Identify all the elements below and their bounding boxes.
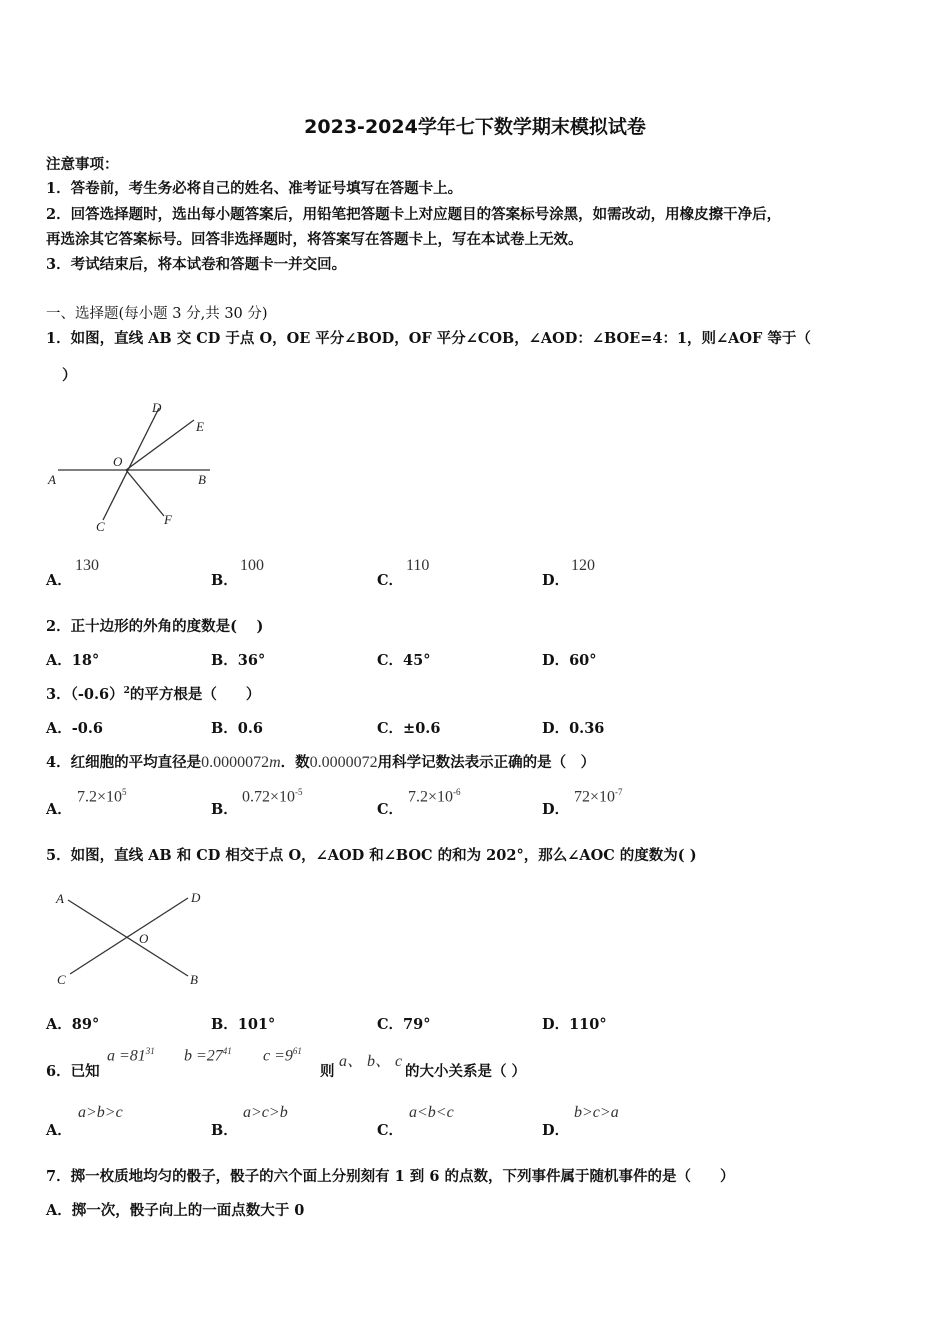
question-1-text-end: ）	[62, 367, 77, 384]
q1-option-c-value: 110	[406, 557, 430, 574]
label-c: C	[57, 972, 66, 987]
q3-option-c: C．±0.6	[377, 720, 441, 737]
question-5-text: 5．如图，直线 AB 和 CD 相交于点 O，∠AOD 和∠BOC 的和为 202°，那么∠AOC 的度数为( )	[46, 847, 697, 864]
line-cd	[103, 408, 159, 520]
q4-option-d-value: $72\times 10^{-7}$	[574, 787, 623, 806]
question-1-figure	[44, 398, 224, 538]
q3-option-d: D．0.36	[542, 720, 605, 737]
label-b: B	[198, 472, 206, 487]
notice-item-2-cont: 再选涂其它答案标号。回答非选择题时，将答案写在答题卡上，写在本试卷上无效。	[46, 231, 583, 248]
question-3-text: 3．$(-0.6)^2$的平方根是（ ）	[46, 686, 261, 703]
q6-option-b-label: B．	[211, 1122, 238, 1139]
label-d: D	[191, 890, 201, 905]
q6-option-d-label: D．	[542, 1122, 570, 1139]
q2-option-b: B．36°	[211, 652, 266, 669]
page-title: 2023-2024学年七下数学期末模拟试卷	[304, 116, 646, 138]
question-2-text: 2．正十边形的外角的度数是( )	[46, 618, 264, 635]
question-6-suffix: 的大小关系是（ ）	[405, 1063, 527, 1080]
line-cd	[70, 898, 188, 974]
q6-option-c-value: a<b<c	[409, 1104, 454, 1121]
q6-option-b-value: a>c>b	[243, 1104, 288, 1121]
question-4-text: 4．红细胞的平均直径是0.0000072m．数0.0000072用科学记数法表示正确的是（ ）	[46, 754, 596, 771]
question-6-b-expr: $b =27^{41}$	[184, 1046, 232, 1065]
q6-option-a-value: a>b>c	[78, 1104, 123, 1121]
label-o: O	[113, 454, 123, 469]
q5-option-a: A．89°	[46, 1016, 100, 1033]
label-e: E	[196, 419, 204, 434]
notice-item-2: 2．回答选择题时，选出每小题答案后，用铅笔把答题卡上对应题目的答案标号涂黑，如需改动，用橡皮擦干净后，	[46, 206, 782, 223]
q6-option-d-value: b>c>a	[574, 1104, 619, 1121]
q6-option-a-label: A．	[46, 1122, 72, 1139]
label-b: B	[190, 972, 198, 987]
label-f: F	[164, 512, 172, 527]
q1-option-a-value: 130	[75, 557, 99, 574]
q1-option-d-value: 120	[571, 557, 595, 574]
question-1-text: 1．如图，直线 AB 交 CD 于点 O，OE 平分∠BOD，OF 平分∠COB，∠AOD：∠BOE=4：1，则∠AOF 等于（	[46, 330, 811, 347]
q2-option-c: C．45°	[377, 652, 431, 669]
ray-of	[126, 470, 164, 516]
q5-option-c: C．79°	[377, 1016, 431, 1033]
ray-oe	[126, 420, 194, 470]
notice-heading: 注意事项：	[46, 156, 119, 173]
q1-option-b-label: B．	[211, 572, 238, 589]
label-d: D	[152, 400, 162, 415]
q4-option-d-label: D．	[542, 801, 570, 818]
q5-option-b: B．101°	[211, 1016, 276, 1033]
q7-option-a: A．掷一次，骰子向上的一面点数大于 0	[46, 1202, 305, 1219]
label-a: A	[56, 891, 64, 906]
notice-item-1: 1．答卷前，考生务必将自己的姓名、准考证号填写在答题卡上。	[46, 180, 463, 197]
q4-option-b-label: B．	[211, 801, 238, 818]
q2-option-d: D．60°	[542, 652, 597, 669]
q1-option-a-label: A．	[46, 572, 72, 589]
question-5-figure	[50, 886, 210, 994]
q3-option-a: A．-0.6	[46, 720, 104, 737]
section-heading: 一、选择题(每小题 3 分,共 30 分)	[46, 306, 268, 322]
q6-option-c-label: C．	[377, 1122, 404, 1139]
question-7-text: 7．掷一枚质地均匀的骰子，骰子的六个面上分别刻有 1 到 6 的点数，下列事件属于随机事件的是（ ）	[46, 1168, 735, 1185]
q2-option-a: A．18°	[46, 652, 100, 669]
q4-option-a-label: A．	[46, 801, 72, 818]
question-6-then: 则	[320, 1063, 335, 1080]
question-6-vars: a、 b、 c	[339, 1053, 403, 1070]
label-a: A	[48, 472, 56, 487]
q4-option-c-label: C．	[377, 801, 404, 818]
question-6-c-expr: $c =9^{61}$	[263, 1046, 302, 1065]
q4-option-a-value: $7.2\times 10^5$	[77, 787, 127, 806]
q4-option-b-value: $0.72\times 10^{-5}$	[242, 787, 303, 806]
q1-option-d-label: D．	[542, 572, 570, 589]
q3-option-b: B．0.6	[211, 720, 263, 737]
label-o: O	[139, 931, 149, 946]
line-ab	[68, 900, 188, 976]
q4-option-c-value: $7.2\times 10^{-6}$	[408, 787, 461, 806]
question-6-a-expr: $a =81^{31}$	[107, 1046, 155, 1065]
label-c: C	[96, 519, 105, 534]
q5-option-d: D．110°	[542, 1016, 607, 1033]
q1-option-c-label: C．	[377, 572, 404, 589]
notice-item-3: 3．考试结束后，将本试卷和答题卡一并交回。	[46, 256, 347, 273]
question-6-prefix: 6．已知	[46, 1063, 100, 1080]
q1-option-b-value: 100	[240, 557, 264, 574]
